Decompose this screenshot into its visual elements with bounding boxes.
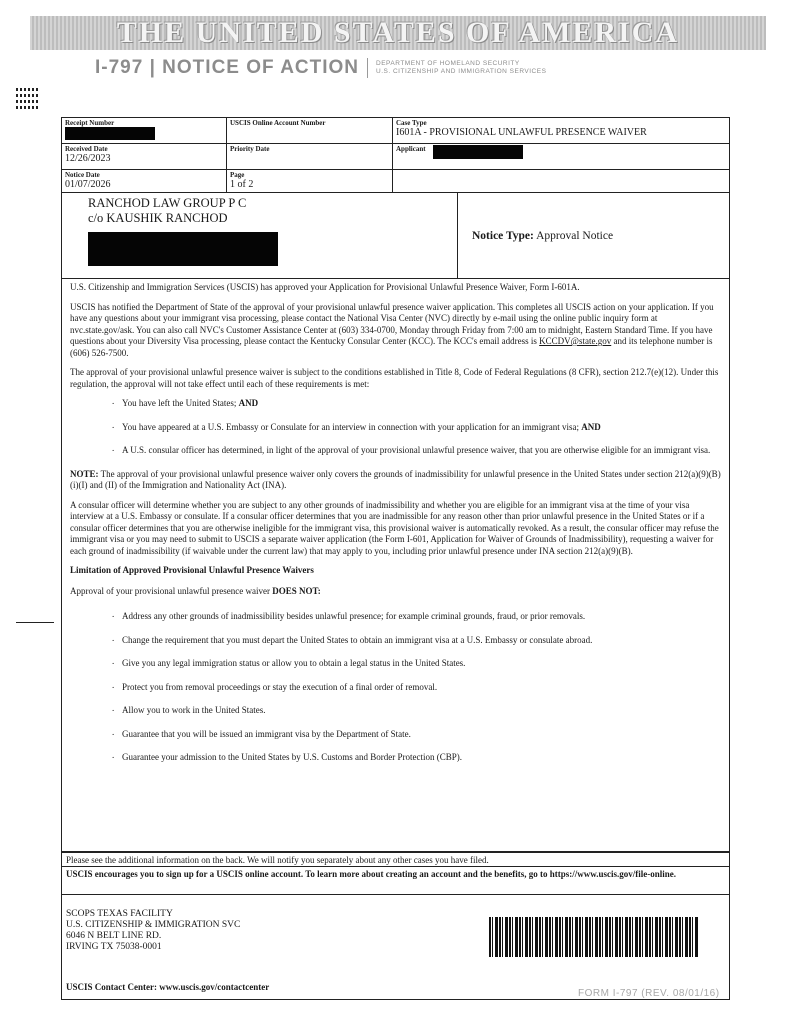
limitation-item: . Allow you to work in the United States. xyxy=(70,705,721,717)
qr-code-icon xyxy=(16,88,38,110)
requirement-item xyxy=(70,398,721,410)
redaction-block xyxy=(88,232,278,266)
notice-type-value: Approval Notice xyxy=(536,229,614,242)
notice-date-cell xyxy=(62,170,227,192)
form-title: I-797 | NOTICE OF ACTION xyxy=(95,57,360,78)
office-address xyxy=(62,895,458,979)
does-not-intro xyxy=(70,586,721,598)
redaction-block xyxy=(65,127,155,140)
office-line1: SCOPS TEXAS FACILITY xyxy=(66,909,173,919)
notice-type xyxy=(472,230,613,242)
note-label: NOTE: xyxy=(70,468,99,479)
note-paragraph xyxy=(70,469,721,492)
banner-title: THE UNITED STATES OF AMERICA xyxy=(116,16,680,49)
limitation-item: . Protect you from removal proceedings or stay the execution of a final order of removal. xyxy=(70,682,721,694)
receipt-number-cell xyxy=(62,118,227,143)
received-date-value: 12/26/2023 xyxy=(65,153,111,164)
case-type-label: Case Type xyxy=(396,119,427,127)
does-not-bold: DOES NOT: xyxy=(272,585,321,596)
barcode-area xyxy=(458,895,729,979)
received-date-label: Received Date xyxy=(65,145,108,153)
applicant-cell xyxy=(393,144,729,169)
consular-paragraph: A consular officer will determine whether you are subject to any other grounds of inadmissibility and whether you are eligible for an immigrant visa at the time of your visa interview at a U.S. Embassy or consulate. If a consular officer determines that you are inadmissible for any reason other than prior unlawful presence in the United States or if a consular officer determines that you are otherwise ineligible for the immigrant visa, this provisional waiver is automatically revoked. As a result, the consular officer may refuse the immigrant visa or you may need to submit to USCIS a separate waiver application (the Form I-601, Application for Waiver of Grounds of Inadmissibility), requesting a waiver for each ground of inadmissibility (if waivable under the current law) that may apply to you, including prior unlawful presence under INA section 212(a)(9)(B). xyxy=(70,499,719,556)
requirement-item xyxy=(70,422,721,434)
case-info-table xyxy=(61,117,730,279)
nvc-text-part1: USCIS has notified the Department of State of the approval of your provisional unlawful presence waiver application. This completes all USCIS action on your application. If you have any questions about your immigrant visa processing, please contact the National Visa Center (NVC) directly by e-mail using the online public inquiry form at nvc.state.gov/ask. You can also call NVC's Customer Assistance Center at (603) 334-0700, Monday through Friday from 7:00 am to midnight, Eastern Standard Time. If you have questions about your Diversity Visa processing, please contact the Kentucky Consular Center (KCC). The KCC's email address is xyxy=(70,301,714,346)
priority-date-cell xyxy=(227,144,393,169)
back-note: Please see the additional information on the back. We will notify you separately about any other cases you have filed. xyxy=(62,853,729,867)
requirement-text: You have appeared at a U.S. Embassy or Consulate for an interview in connection with your application for an immigrant visa; xyxy=(122,421,579,432)
form-number: FORM I-797 (REV. 08/01/16) xyxy=(578,988,720,999)
receipt-number-label: Receipt Number xyxy=(65,119,115,127)
header-banner xyxy=(30,16,766,50)
office-line2: U.S. CITIZENSHIP & IMMIGRATION SVC xyxy=(66,920,241,930)
notice-body xyxy=(61,274,730,852)
redaction-block xyxy=(433,145,523,159)
requirement-and: AND xyxy=(581,421,601,432)
barcode-icon xyxy=(489,917,699,957)
limitation-item: . Guarantee your admission to the United States by U.S. Customs and Border Protection (CBP). xyxy=(70,752,721,764)
page-value: 1 of 2 xyxy=(230,179,254,190)
department-line1: DEPARTMENT OF HOMELAND SECURITY xyxy=(376,60,520,67)
online-account-cell xyxy=(227,118,393,143)
notice-type-label: Notice Type: xyxy=(472,229,534,242)
limitation-item: . Guarantee that you will be issued an immigrant visa by the Department of State. xyxy=(70,729,721,741)
approval-paragraph: U.S. Citizenship and Immigration Services (USCIS) has approved your Application for Provisional Unlawful Presence Waiver, Form I-601A. xyxy=(70,282,580,292)
nvc-paragraph xyxy=(70,302,721,360)
office-line3: 6046 N BELT LINE RD. xyxy=(66,931,162,941)
priority-date-label: Priority Date xyxy=(230,145,270,153)
notice-type-cell xyxy=(458,193,729,278)
page-label: Page xyxy=(230,171,245,179)
notice-date-label: Notice Date xyxy=(65,171,100,179)
contact-center: USCIS Contact Center: www.uscis.gov/contactcenter xyxy=(66,982,270,992)
conditions-paragraph: The approval of your provisional unlawful presence waiver is subject to the conditions established in Title 8, Code of Federal Regulations (8 CFR), section 212.7(e)(12). Under this regulation, the approval will not take effect until each of these requirements is met: xyxy=(70,367,719,389)
kcc-email-link[interactable]: KCCDV@state.gov xyxy=(539,336,612,346)
page-cell xyxy=(227,170,393,192)
limitation-heading: Limitation of Approved Provisional Unlawful Presence Waivers xyxy=(70,565,314,575)
nvc-text-part2: and its telephone number is (606) 526-7500. xyxy=(70,336,713,358)
department-line2: U.S. CITIZENSHIP AND IMMIGRATION SERVICES xyxy=(376,68,547,75)
empty-cell xyxy=(393,170,729,192)
limitation-item: . Address any other grounds of inadmissibility besides unlawful presence; for example criminal grounds, fraud, or prior removals. xyxy=(70,611,721,623)
received-date-cell xyxy=(62,144,227,169)
requirement-item: . A U.S. consular officer has determined, in light of the approval of your provisional unlawful presence waiver, that you are otherwise eligible for an immigrant visa. xyxy=(70,445,721,457)
online-account-note: USCIS encourages you to sign up for a USCIS online account. To learn more about creating an account and the benefits, go to https://www.uscis.gov/file-online. xyxy=(62,867,729,895)
applicant-label: Applicant xyxy=(396,145,426,153)
does-not-text: Approval of your provisional unlawful presence waiver xyxy=(70,585,270,596)
case-type-cell xyxy=(393,118,729,143)
mailing-address xyxy=(62,193,458,278)
form-title-block xyxy=(95,57,546,79)
margin-mark xyxy=(16,622,54,623)
title-separator xyxy=(367,58,368,78)
requirement-and: AND xyxy=(238,398,259,408)
limitation-item: . Give you any legal immigration status or allow you to obtain a legal status in the United States. xyxy=(70,658,721,670)
address-line1: RANCHOD LAW GROUP P C xyxy=(88,196,247,210)
department-block xyxy=(376,60,546,76)
notice-footer xyxy=(61,852,730,1000)
limitation-item: . Change the requirement that you must depart the United States to obtain an immigrant visa at a U.S. Embassy or consulate abroad. xyxy=(70,635,721,647)
online-account-label: USCIS Online Account Number xyxy=(230,119,326,127)
address-line2: c/o KAUSHIK RANCHOD xyxy=(88,211,228,225)
requirement-text: You have left the United States; xyxy=(122,398,237,408)
office-line4: IRVING TX 75038-0001 xyxy=(66,942,162,952)
notice-date-value: 01/07/2026 xyxy=(65,179,111,190)
case-type-value: I601A - PROVISIONAL UNLAWFUL PRESENCE WAIVER xyxy=(396,127,647,138)
note-text: The approval of your provisional unlawful presence waiver only covers the grounds of inadmissibility for unlawful presence in the United States under section 212(a)(9)(B)(i)(I) and (II) of the Immigration and Nationality Act (INA). xyxy=(70,468,721,490)
